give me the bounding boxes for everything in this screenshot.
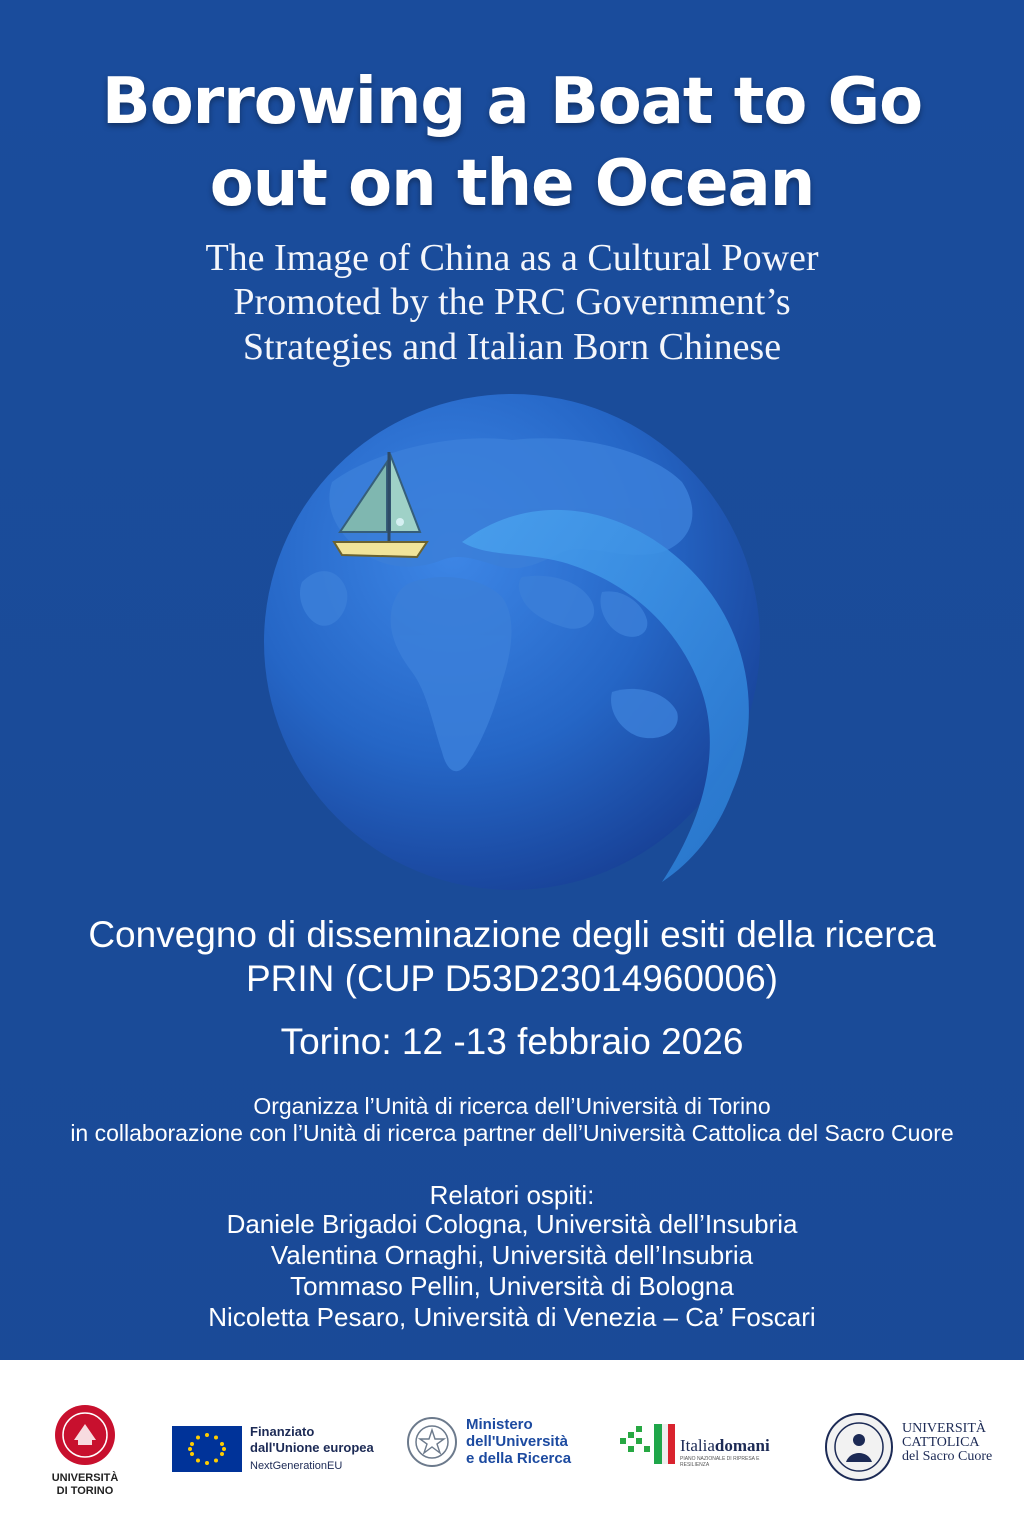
unito-seal-icon	[54, 1404, 116, 1466]
mur-line-1: Ministero	[466, 1416, 533, 1433]
conference-line-2: PRIN (CUP D53D23014960006)	[245, 958, 778, 999]
subtitle-line-2: Promoted by the PRC Government’s	[233, 281, 791, 323]
speaker-item: Valentina Ornaghi, Università dell’Insubria	[270, 1240, 754, 1270]
ucsc-line-1: UNIVERSITÀ	[902, 1421, 986, 1436]
ucsc-line-3: del Sacro Cuore	[902, 1449, 993, 1464]
organizers-line-1: Organizza l’Unità di ricerca dell’Università di Torino	[253, 1093, 771, 1119]
eu-flag-icon	[172, 1426, 242, 1472]
speaker-item: Nicoletta Pesaro, Università di Venezia – Ca’ Foscari	[208, 1302, 816, 1332]
unito-name	[40, 1472, 130, 1498]
conference-line-1: Convegno di disseminazione degli esiti della ricerca	[88, 914, 936, 955]
subtitle-line-1: The Image of China as a Cultural Power	[205, 237, 819, 279]
speaker-item: Tommaso Pellin, Università di Bologna	[290, 1271, 734, 1301]
italiadomani-mark-icon	[618, 1420, 676, 1468]
italiadomani-sub: PIANO NAZIONALE DI RIPRESA E RESILIENZA	[680, 1456, 760, 1468]
italiadomani-name-a: Italia	[680, 1436, 715, 1455]
event-date: Torino: 12 -13 febbraio 2026	[280, 1021, 744, 1062]
mur-name	[466, 1416, 571, 1467]
eu-funding-text	[250, 1424, 374, 1456]
eu-line-3: NextGenerationEU	[250, 1460, 343, 1472]
title-line-2: out on the Ocean	[209, 147, 815, 221]
eu-line-1: Finanziato	[250, 1424, 315, 1439]
organizers-line-2: in collaborazione con l’Unità di ricerca partner dell’Università Cattolica del Sacro Cuore	[70, 1120, 954, 1146]
subtitle-line-3: Strategies and Italian Born Chinese	[242, 326, 782, 368]
unito-line-2: DI TORINO	[56, 1485, 114, 1497]
ucsc-line-2: CATTOLICA	[902, 1435, 980, 1450]
mur-line-2: dell'Università	[466, 1433, 568, 1450]
mur-emblem-icon	[406, 1416, 458, 1468]
eu-line-2: dall'Unione europea	[250, 1440, 374, 1455]
speaker-item: Daniele Brigadoi Cologna, Università dell’Insubria	[226, 1209, 798, 1239]
unito-line-1: UNIVERSITÀ	[51, 1472, 119, 1484]
mur-line-3: e della Ricerca	[466, 1450, 572, 1467]
italiadomani-name-b: domani	[714, 1436, 770, 1455]
speakers-heading: Relatori ospiti:	[429, 1180, 595, 1210]
title-line-1: Borrowing a Boat to Go	[101, 65, 923, 139]
ucsc-seal-icon	[824, 1412, 894, 1482]
sponsor-footer	[0, 1360, 1024, 1536]
globe-illustration	[262, 392, 762, 892]
ucsc-name	[902, 1422, 992, 1464]
italiadomani-name	[680, 1436, 770, 1456]
